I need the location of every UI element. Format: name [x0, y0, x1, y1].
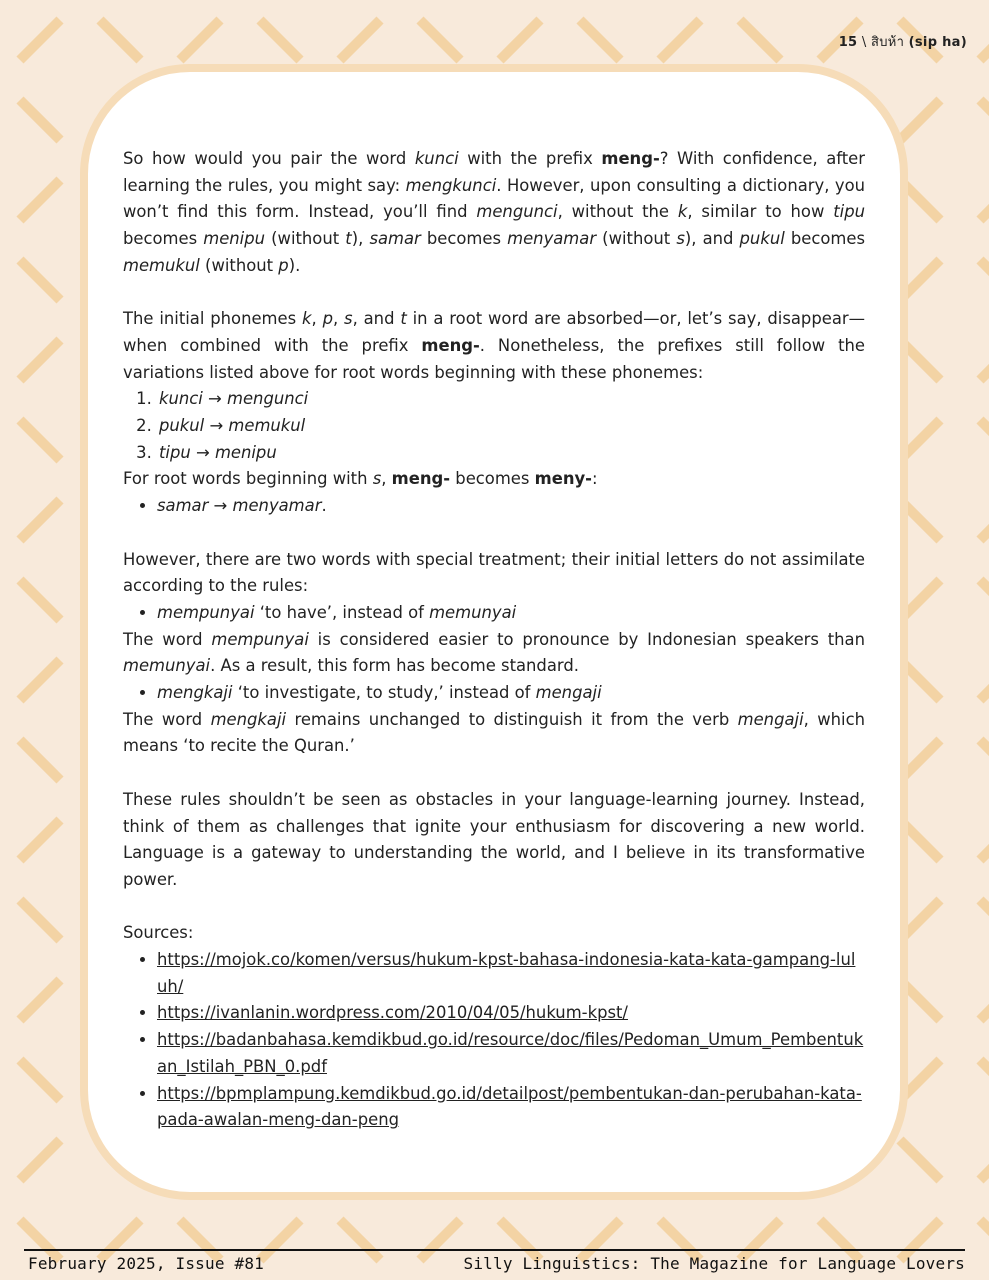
list-item [157, 1000, 865, 1027]
paragraph-conclusion: These rules shouldn’t be seen as obstacles in your language-learning journey. Instead, think of them as challenges that ignite your enthusiasm for discovering a new world. Language is a gateway to understanding the world, and I believe in its transformative power. [123, 789, 865, 889]
page-number [839, 31, 967, 52]
page-number-thai: สิบห้า [870, 35, 905, 50]
special-list-2 [123, 680, 865, 707]
footer-issue: February 2025, Issue #81 [28, 1254, 264, 1273]
page-number-value: 15 [838, 35, 858, 50]
source-link[interactable]: https://ivanlanin.wordpress.com/2010/04/05/hukum-kpst/ [157, 1003, 628, 1023]
source-link[interactable]: https://bpmplampung.kemdikbud.go.id/detailpost/pembentukan-dan-perubahan-kata-pada-awalan-meng-dan-peng [157, 1083, 862, 1130]
sources-heading: Sources: [123, 923, 194, 943]
source-link[interactable]: https://badanbahasa.kemdikbud.go.id/resource/doc/files/Pedoman_Umum_Pembentukan_Istilah_PBN_0.pdf [157, 1030, 864, 1076]
list-item: 1. kunci → mengunci [157, 386, 865, 413]
page-number-separator: \ [861, 35, 867, 50]
numbered-examples [123, 386, 865, 466]
paragraph-mengkaji: The word mengkaji remains unchanged to distinguish it from the verb mengaji, which means ‘to recite the Quran.’ [123, 709, 865, 756]
paragraph-kunci: So how would you pair the word kunci with the prefix meng-? With confidence, after learning the rules, you might say: mengkunci. However, upon consulting a dictionary, you won’t find this form. Instead, you’ll find mengunci, without the k, similar to how tipu becomes menipu (without t), samar becomes menyamar (without s), and pukul becomes memukul (without p). [123, 149, 865, 275]
footer-divider [24, 1249, 965, 1251]
paragraph-special: However, there are two words with special treatment; their initial letters do not assimilate according to the rules: [123, 549, 865, 596]
list-item: • samar → menyamar. [157, 493, 865, 520]
special-list-1 [123, 600, 865, 627]
s-example-list [123, 493, 865, 520]
list-item: 2. pukul → memukul [157, 413, 865, 440]
paragraph-phonemes: The initial phonemes k, p, s, and t in a root word are absorbed—or, let’s say, disappear—when combined with the prefix meng-. Nonetheless, the prefixes still follow the variations listed above for root words beginning with these phonemes: [123, 309, 865, 382]
paragraph-mempunyai: The word mempunyai is considered easier to pronounce by Indonesian speakers than memunyai. As a result, this form has become standard. [123, 629, 865, 676]
list-item: • mengkaji ‘to investigate, to study,’ instead of mengaji [157, 680, 865, 707]
sources-list [123, 947, 865, 1134]
footer-magazine-title: Silly Linguistics: The Magazine for Language Lovers [463, 1254, 965, 1273]
list-item [157, 947, 865, 1000]
article-body [123, 146, 865, 1134]
list-item [157, 1081, 865, 1134]
list-item: 3. tipu → menipu [157, 440, 865, 467]
list-item: • mempunyai ‘to have’, instead of memunyai [157, 600, 865, 627]
page-number-romanization: (sip ha) [908, 35, 967, 50]
s-rule-line: For root words beginning with s, meng- becomes meny-: [123, 469, 598, 489]
list-item [157, 1027, 865, 1080]
source-link[interactable]: https://mojok.co/komen/versus/hukum-kpst-bahasa-indonesia-kata-kata-gampang-luluh/ [157, 950, 856, 996]
